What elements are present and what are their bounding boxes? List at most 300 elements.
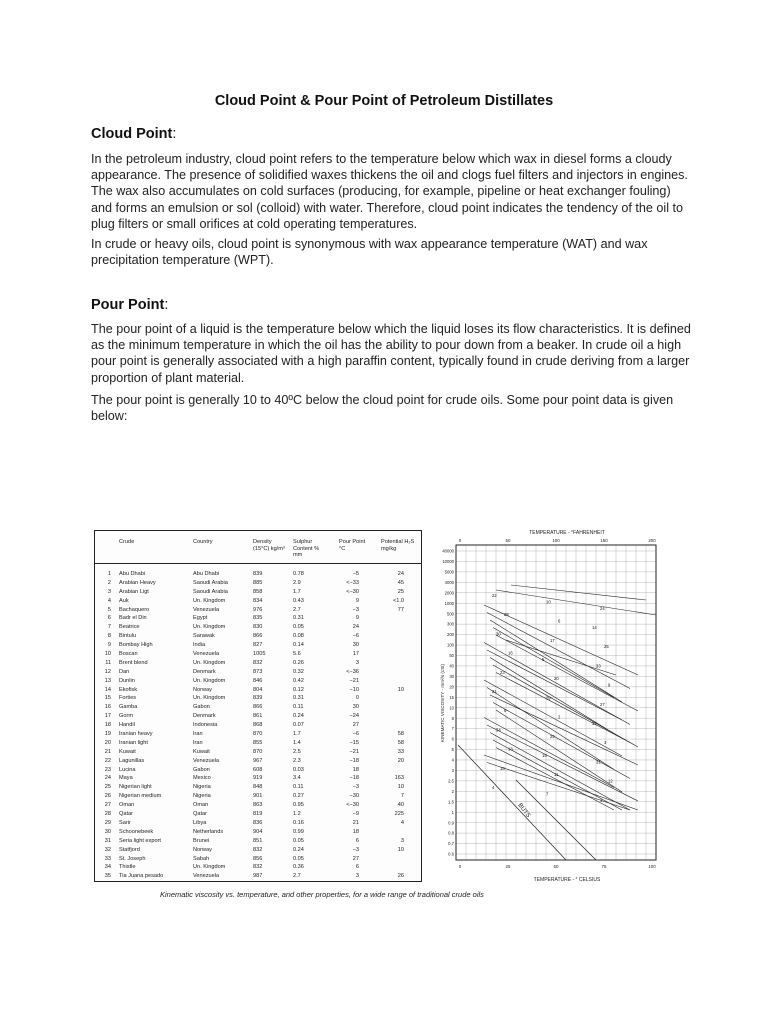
curve-label: 10 <box>546 599 551 605</box>
cell-row-number: 15 <box>104 695 111 702</box>
curve-label: 1 <box>600 797 603 803</box>
header-sulphur: Sulphur Content % mm <box>293 539 320 558</box>
curve-label: 7 <box>546 791 549 797</box>
cell-density: 827 <box>253 642 263 649</box>
cell-pour-point: −15 <box>349 739 359 746</box>
cell-country: Iran <box>193 731 203 738</box>
curve-label: 23 <box>500 669 505 675</box>
bottom-tick-label: 50 <box>553 864 559 869</box>
cell-density: 976 <box>253 606 263 613</box>
cell-pour-point: 18 <box>352 766 359 773</box>
y-tick-label: 2000 <box>444 590 454 596</box>
pour-point-paragraph-1: The pour point of a liquid is the temperature below which the liquid loses its flow characteristics. It is defined as the minimum temperature in which the oil has the ability to pour down from a beaker. In crude oil a high pour point is generally associated with a high paraffin content, typically found in crude deriving from a larger proportion of plant material. <box>91 322 691 385</box>
table-row <box>95 757 421 766</box>
cell-pour-point: 30 <box>352 642 359 649</box>
viscosity-curve <box>487 650 622 720</box>
cell-crude-name: Handil <box>119 722 135 729</box>
y-tick-label: 4 <box>451 757 454 763</box>
cell-row-number: 28 <box>104 811 111 818</box>
cell-h2s: 33 <box>397 748 404 755</box>
cell-pour-point: −3 <box>352 606 359 613</box>
top-tick-label: 150 <box>600 538 608 543</box>
cell-density: 836 <box>253 819 263 826</box>
y-tick-label: 300 <box>447 621 454 627</box>
cell-crude-name: Maya <box>119 775 133 782</box>
curve-labels <box>492 593 613 803</box>
cell-country: Venezuela <box>193 757 220 764</box>
cell-crude-name: Lucina <box>119 766 136 773</box>
cell-row-number: 29 <box>104 819 111 826</box>
curve-label: 17 <box>550 637 555 643</box>
cell-row-number: 1 <box>107 571 111 577</box>
cell-pour-point: 6 <box>355 837 359 844</box>
cell-pour-point: 18 <box>352 828 359 835</box>
table-row <box>95 641 421 650</box>
viscosity-curves <box>458 585 656 860</box>
cell-h2s: 10 <box>397 846 404 853</box>
curve-label: 20 <box>554 676 559 682</box>
pour-point-heading-text: Pour Point <box>91 297 165 313</box>
cell-country: Venezuela <box>193 873 220 880</box>
cell-sulphur: 0.95 <box>293 802 304 809</box>
table-row <box>95 766 421 775</box>
table-row <box>95 694 421 703</box>
table-row <box>95 801 421 810</box>
cell-density: 873 <box>253 668 263 675</box>
cell-h2s: 58 <box>397 739 404 746</box>
chart-grid <box>456 545 656 860</box>
table-row <box>95 783 421 792</box>
cell-density: 851 <box>253 837 263 844</box>
cell-country: Nigeria <box>193 784 211 791</box>
cloud-point-heading-colon: : <box>172 126 177 142</box>
cell-density: 870 <box>253 748 263 755</box>
cell-crude-name: Nigerian medium <box>119 793 162 800</box>
y-tick-label: 15 <box>449 694 454 700</box>
cell-h2s: 163 <box>394 775 404 782</box>
cell-country: Denmark <box>193 713 216 720</box>
cell-country: Kuwait <box>193 748 210 755</box>
cell-sulphur: 0.31 <box>293 695 304 702</box>
cell-row-number: 19 <box>104 731 111 738</box>
cell-row-number: 24 <box>104 775 111 782</box>
curve-label: 32 <box>592 721 597 726</box>
cell-sulphur: 0.07 <box>293 722 304 729</box>
cell-pour-point: 3 <box>355 873 359 880</box>
table-row <box>95 588 421 597</box>
header-density: Density (15°C) kg/m³ <box>253 539 285 552</box>
cell-density: 901 <box>253 793 263 800</box>
cell-row-number: 32 <box>104 846 111 853</box>
cell-row-number: 18 <box>104 722 111 729</box>
cell-country: Un. Kingdom <box>193 624 226 631</box>
cell-crude-name: Dunlin <box>119 677 135 684</box>
cell-country: Iran <box>193 739 203 746</box>
table-row <box>95 650 421 659</box>
cell-crude-name: Boscan <box>119 651 138 658</box>
y-tick-label: 8 <box>451 715 454 721</box>
viscosity-curve <box>496 635 638 714</box>
top-tick-label: 50 <box>505 538 511 543</box>
cell-pour-point: −3 <box>352 846 359 853</box>
cell-row-number: 4 <box>107 597 111 604</box>
cell-density: 863 <box>253 802 263 809</box>
cell-country: Norway <box>193 686 212 693</box>
pour-point-heading <box>91 297 168 313</box>
bottom-axis-ticks <box>459 864 656 869</box>
cell-country: Un. Kingdom <box>193 677 226 684</box>
cell-country: Nigeria <box>193 793 211 800</box>
cell-crude-name: Iranian light <box>119 739 148 746</box>
y-tick-label: 2.5 <box>448 778 454 784</box>
cell-row-number: 8 <box>107 633 111 640</box>
cell-pour-point: 21 <box>352 819 359 826</box>
cell-row-number: 5 <box>107 606 111 613</box>
viscosity-curve <box>496 710 622 792</box>
cell-pour-point: −10 <box>349 686 359 693</box>
table-row <box>95 712 421 721</box>
buts-annotation: BUTS <box>516 802 532 819</box>
top-tick-label: 200 <box>648 538 656 543</box>
cell-h2s: 25 <box>397 588 404 595</box>
cell-density: 870 <box>253 731 263 738</box>
y-tick-label: 50 <box>449 653 454 659</box>
cell-row-number: 13 <box>104 677 111 684</box>
curve-label: 21 <box>492 689 497 694</box>
y-axis-title: KINEMATIC VISCOSITY - mm²/s (cSt) <box>440 663 445 743</box>
cell-density: 835 <box>253 615 263 622</box>
cell-pour-point: <−33 <box>346 579 359 586</box>
table-row <box>95 846 421 855</box>
cell-sulphur: 0.14 <box>293 642 304 649</box>
cell-crude-name: Nigerian light <box>119 784 152 791</box>
table-row <box>95 855 421 864</box>
cell-density: 804 <box>253 686 263 693</box>
y-tick-label: 6 <box>451 736 454 742</box>
table-row <box>95 837 421 846</box>
pour-point-paragraph-2: The pour point is generally 10 to 40ºC below the cloud point for crude oils. Some pour point data is given below: <box>91 393 674 424</box>
table-row <box>95 579 421 588</box>
table-row <box>95 686 421 695</box>
bottom-tick-label: 0 <box>458 864 462 869</box>
cell-row-number: 9 <box>107 642 111 649</box>
cell-pour-point: −18 <box>349 757 359 764</box>
viscosity-curve <box>493 665 638 747</box>
cell-crude-name: Beatrice <box>119 624 140 631</box>
table-row <box>95 570 421 579</box>
cell-sulphur: 0.16 <box>293 819 304 826</box>
table-row <box>95 748 421 757</box>
curve-label: 30 <box>496 631 501 637</box>
y-tick-label: 30 <box>449 673 454 679</box>
header-h2s: Potential H₂S mg/kg <box>381 539 415 552</box>
cell-row-number: 10 <box>104 651 111 658</box>
cell-crude-name: Sarir <box>119 819 131 826</box>
cell-density: 839 <box>253 695 263 702</box>
cell-crude-name: Arabian Heavy <box>119 579 156 586</box>
y-tick-label: 10000 <box>442 559 454 565</box>
cell-h2s: 58 <box>397 731 404 738</box>
cell-crude-name: Badr el Din <box>119 615 147 622</box>
curve-label: 11 <box>554 772 559 778</box>
viscosity-curve <box>484 718 614 788</box>
cell-pour-point: 30 <box>352 704 359 711</box>
cell-row-number: 23 <box>104 766 111 773</box>
cell-country: Un. Kingdom <box>193 695 226 702</box>
table-row <box>95 792 421 801</box>
y-tick-label: 40000 <box>442 548 454 554</box>
cell-row-number: 34 <box>104 864 111 871</box>
cell-crude-name: Abu Dhabi <box>119 571 146 577</box>
curve-label: 5 <box>542 657 545 662</box>
cell-row-number: 25 <box>104 784 111 791</box>
cell-crude-name: Tia Juana pesado <box>119 873 164 880</box>
cell-h2s: 20 <box>397 757 404 764</box>
curve-label: 25 <box>550 733 555 739</box>
cell-h2s: 10 <box>397 784 404 791</box>
cell-country: Sarawak <box>193 633 215 640</box>
table-row <box>95 659 421 668</box>
cell-pour-point: −3 <box>352 784 359 791</box>
curve-label: 31 <box>596 759 601 765</box>
cell-h2s: 225 <box>394 811 404 818</box>
cell-h2s: 26 <box>397 873 404 880</box>
table-row <box>95 810 421 819</box>
cell-pour-point: 27 <box>352 722 359 729</box>
cell-density: 855 <box>253 739 263 746</box>
table-row <box>95 721 421 730</box>
cell-pour-point: −9 <box>352 811 359 818</box>
cell-density: 848 <box>253 784 263 791</box>
crude-oil-table <box>94 530 422 882</box>
cell-density: 866 <box>253 704 263 711</box>
cell-sulphur: 2.3 <box>293 757 301 764</box>
curve-label: 18 <box>500 765 505 771</box>
y-tick-label: 0.7 <box>448 841 454 847</box>
crude-oil-table-header <box>95 537 421 564</box>
curve-label: 13 <box>508 746 513 752</box>
table-row <box>95 730 421 739</box>
cell-sulphur: 0.42 <box>293 677 304 684</box>
cell-h2s: 10 <box>397 686 404 693</box>
cell-country: Un. Kingdom <box>193 597 226 604</box>
cell-sulphur: 0.03 <box>293 766 304 773</box>
cell-crude-name: Schoonebeek <box>119 828 154 835</box>
y-tick-label: 7 <box>451 726 454 732</box>
cell-density: 830 <box>253 624 263 631</box>
cell-density: 1005 <box>253 651 266 658</box>
cell-density: 819 <box>253 811 263 818</box>
cell-country: Sabah <box>193 855 210 862</box>
cell-h2s: 3 <box>400 837 404 844</box>
cell-sulphur: 0.36 <box>293 864 304 871</box>
cell-pour-point: −24 <box>349 713 359 720</box>
y-tick-label: 500 <box>447 611 454 617</box>
cell-country: Qatar <box>193 811 207 818</box>
cell-sulphur: 0.78 <box>293 571 304 577</box>
cell-crude-name: Lagunillas <box>119 757 145 764</box>
y-tick-label: 5 <box>451 747 454 753</box>
cell-row-number: 3 <box>107 588 111 595</box>
curve-label: 2 <box>558 714 561 720</box>
curve-label: 22 <box>492 593 497 598</box>
cell-pour-point: −30 <box>349 793 359 800</box>
y-tick-label: 0.6 <box>448 851 454 857</box>
cell-crude-name: Forties <box>119 695 137 702</box>
cell-h2s: 40 <box>397 802 404 809</box>
curve-label: 34 <box>496 727 501 733</box>
cell-pour-point: −5 <box>352 571 359 577</box>
y-tick-label: 5000 <box>444 569 454 575</box>
cell-sulphur: 5.6 <box>293 651 301 658</box>
cell-pour-point: 17 <box>352 651 359 658</box>
crude-oil-table-body <box>95 570 421 881</box>
cell-pour-point: 3 <box>355 659 359 666</box>
cell-country: Libya <box>193 819 207 826</box>
y-tick-label: 4000 <box>444 579 454 585</box>
cell-row-number: 21 <box>104 748 111 755</box>
table-row <box>95 819 421 828</box>
cell-sulphur: 0.26 <box>293 659 304 666</box>
cloud-point-heading-text: Cloud Point <box>91 126 173 142</box>
cell-sulphur: 0.24 <box>293 846 304 853</box>
curve-label: 4 <box>492 785 495 790</box>
viscosity-curve <box>496 748 614 811</box>
cell-pour-point: −18 <box>349 775 359 782</box>
cell-pour-point: −6 <box>352 731 359 738</box>
cell-sulphur: 0.99 <box>293 828 304 835</box>
cell-density: 839 <box>253 571 263 577</box>
cell-density: 866 <box>253 633 263 640</box>
cell-density: 608 <box>253 766 263 773</box>
curve-label: 12 <box>608 778 613 784</box>
cell-country: Venezuela <box>193 606 220 613</box>
cell-crude-name: Seria light export <box>119 837 161 844</box>
viscosity-temperature-chart <box>432 525 668 885</box>
curve-label: 28 <box>504 612 509 618</box>
cell-crude-name: St. Joseph <box>119 855 146 862</box>
y-tick-label: 40 <box>449 663 454 669</box>
cell-crude-name: Auk <box>119 597 129 604</box>
cell-country: Indonesia <box>193 722 218 729</box>
cell-row-number: 26 <box>104 793 111 800</box>
y-tick-label: 3 <box>451 768 454 774</box>
curve-label: 9 <box>608 682 611 688</box>
header-crude: Crude <box>119 539 135 545</box>
cell-sulphur: 0.43 <box>293 597 304 604</box>
bottom-tick-label: 100 <box>648 864 656 869</box>
cell-density: 904 <box>253 828 263 835</box>
y-tick-label: 10 <box>449 705 454 711</box>
cell-country: Venezuela <box>193 651 220 658</box>
cell-country: Denmark <box>193 668 216 675</box>
top-tick-label: 100 <box>552 538 560 543</box>
cell-h2s: 7 <box>400 793 404 800</box>
cell-crude-name: Ekofisk <box>119 686 138 693</box>
y-tick-label: 100 <box>447 642 454 648</box>
cell-pour-point: 9 <box>355 615 359 622</box>
cell-crude-name: Statfjord <box>119 846 140 853</box>
cell-crude-name: Dan <box>119 668 130 675</box>
y-tick-label: 0.9 <box>448 820 454 826</box>
cell-pour-point: −21 <box>349 677 359 684</box>
buts-line <box>458 745 566 860</box>
cell-sulphur: 0.31 <box>293 615 304 622</box>
cell-density: 919 <box>253 775 263 782</box>
cell-country: Oman <box>193 802 209 809</box>
table-row <box>95 614 421 623</box>
viscosity-curve <box>493 703 630 779</box>
cell-country: Norway <box>193 846 212 853</box>
cell-density: 885 <box>253 579 263 586</box>
header-country: Country <box>193 539 213 545</box>
top-axis-title: TEMPERATURE - °FAHRENHEIT <box>529 530 605 536</box>
cell-sulphur: 2.5 <box>293 748 301 755</box>
cell-crude-name: Gamba <box>119 704 138 711</box>
cell-crude-name: Bachaquero <box>119 606 150 613</box>
cell-h2s: 24 <box>397 571 404 577</box>
cell-sulphur: 0.27 <box>293 793 304 800</box>
cell-h2s: <1.0 <box>392 597 404 604</box>
cell-country: Brunei <box>193 837 210 844</box>
viscosity-curve <box>511 585 646 600</box>
cell-crude-name: Brent blend <box>119 659 148 666</box>
cell-row-number: 16 <box>104 704 111 711</box>
y-tick-label: 20 <box>449 684 454 690</box>
table-row <box>95 668 421 677</box>
cell-density: 832 <box>253 659 263 666</box>
cell-country: India <box>193 642 206 649</box>
cell-crude-name: Thistle <box>119 864 136 871</box>
cell-country: Saoudi Arabia <box>193 588 228 595</box>
cell-crude-name: Oman <box>119 802 135 809</box>
table-row <box>95 863 421 872</box>
y-tick-label: 1 <box>451 809 454 815</box>
cell-sulphur: 0.12 <box>293 686 304 693</box>
curve-label: 29 <box>546 695 551 701</box>
cell-density: 832 <box>253 846 263 853</box>
cell-sulphur: 2.7 <box>293 873 301 880</box>
table-row <box>95 623 421 632</box>
cell-sulphur: 1.7 <box>293 731 301 738</box>
cell-sulphur: 1.7 <box>293 588 301 595</box>
cell-country: Un. Kingdom <box>193 659 226 666</box>
cell-country: Egypt <box>193 615 208 622</box>
table-row <box>95 703 421 712</box>
cell-row-number: 14 <box>104 686 111 693</box>
cell-sulphur: 0.11 <box>293 784 304 791</box>
cell-sulphur: 2.7 <box>293 606 301 613</box>
curve-label: 14 <box>592 625 597 630</box>
cell-row-number: 30 <box>104 828 111 835</box>
cell-crude-name: Bintulu <box>119 633 137 640</box>
y-tick-label: 2 <box>451 788 454 794</box>
cell-pour-point: −21 <box>349 748 359 755</box>
cell-pour-point: 6 <box>355 864 359 871</box>
cell-density: 987 <box>253 873 263 880</box>
cell-sulphur: 0.08 <box>293 633 304 640</box>
curve-label: 16 <box>508 650 513 656</box>
bottom-tick-label: 25 <box>505 864 511 869</box>
cell-sulphur: 0.05 <box>293 837 304 844</box>
cell-pour-point: <−36 <box>346 668 359 675</box>
y-tick-label: 1.5 <box>448 799 454 805</box>
cell-crude-name: Iranian heavy <box>119 731 153 738</box>
cell-row-number: 20 <box>104 739 111 746</box>
cell-row-number: 6 <box>107 615 111 622</box>
cell-country: Gabon <box>193 766 210 773</box>
cell-row-number: 12 <box>104 668 111 675</box>
